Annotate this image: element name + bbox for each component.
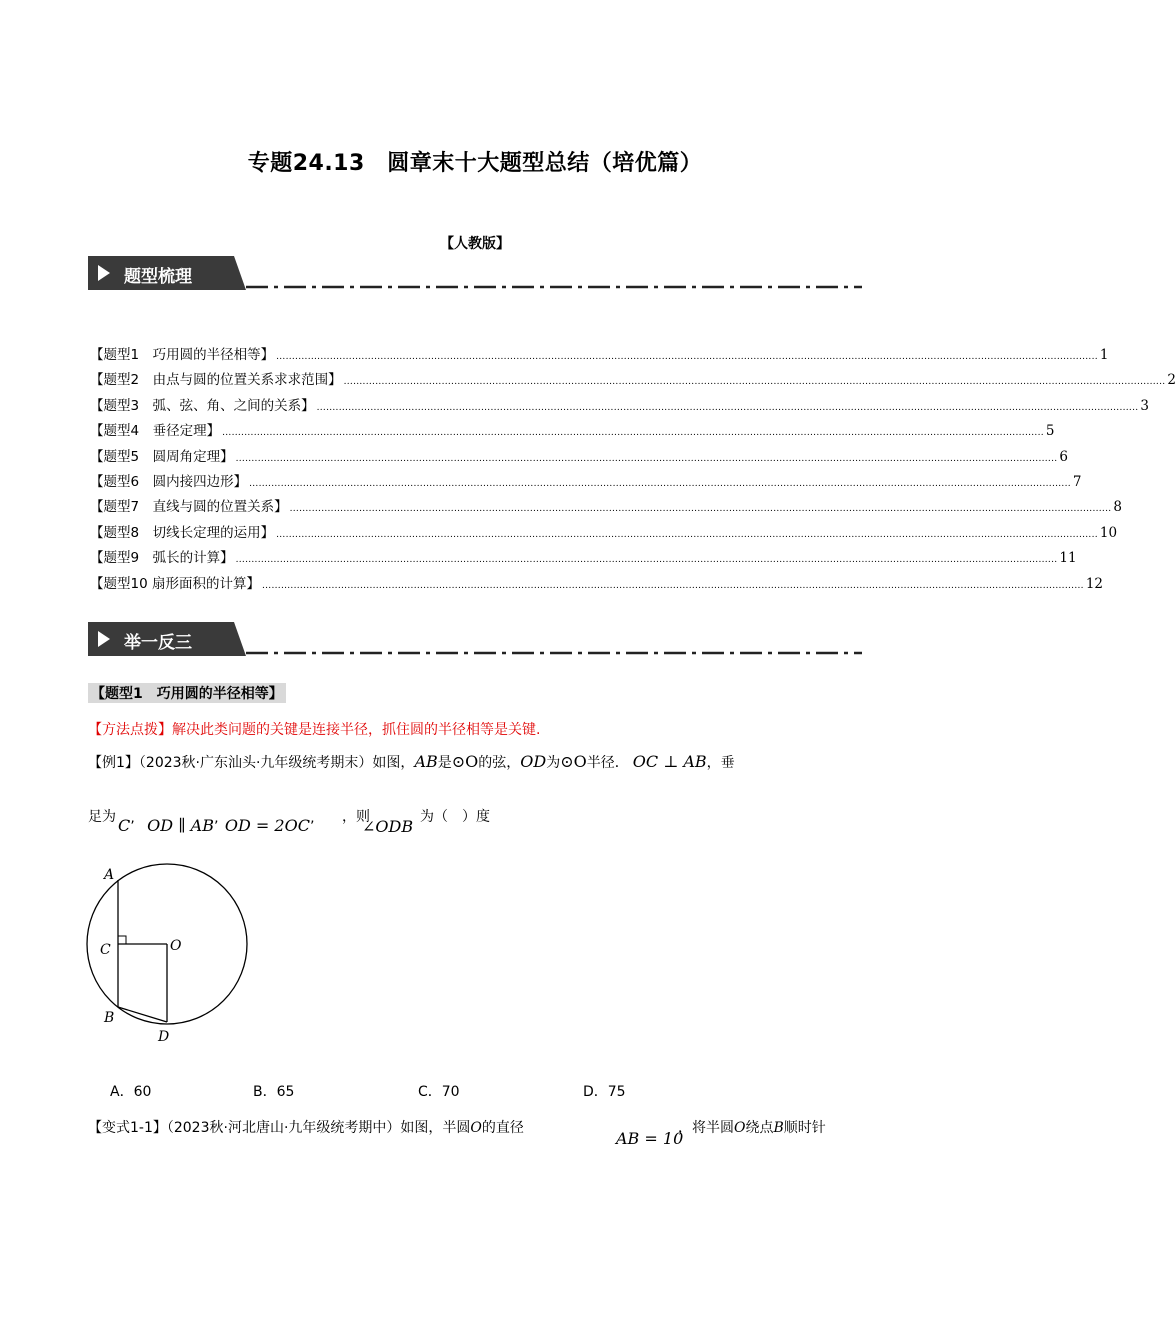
text: ，将半圆 bbox=[678, 1120, 734, 1136]
toc-item[interactable] bbox=[90, 394, 1150, 419]
toc-item-page: 6 bbox=[1059, 448, 1069, 465]
toc-item-page: 2 bbox=[1167, 372, 1176, 389]
banner-toc-divider bbox=[246, 285, 862, 289]
math-ab: AB bbox=[414, 752, 438, 771]
toc-item[interactable] bbox=[90, 419, 1055, 444]
toc-item[interactable] bbox=[90, 521, 1118, 546]
toc-leader: .................................................................................................................................................................................................................................................................... bbox=[276, 529, 1098, 540]
variant-1-1-math bbox=[616, 1129, 683, 1148]
banner-toc-label: 题型梳理 bbox=[124, 267, 192, 287]
variant-1-1-tail bbox=[678, 1117, 826, 1137]
label-o: O bbox=[170, 938, 182, 954]
text: 绕点 bbox=[745, 1120, 774, 1136]
math-ab-eq-10: AB = 10 bbox=[616, 1129, 684, 1148]
label-b: B bbox=[104, 1010, 115, 1026]
math-od-eq-2oc: OD = 2OC bbox=[224, 816, 310, 835]
text: ’ bbox=[213, 819, 219, 835]
option-b[interactable]: B．65 bbox=[253, 1084, 295, 1100]
label-d: D bbox=[158, 1029, 170, 1045]
toc-item-page: 11 bbox=[1059, 550, 1077, 567]
math-oc-perp-ab: OC ⊥ AB bbox=[632, 752, 707, 771]
toc-item-label: 【题型1 巧用圆的半径相等】 bbox=[90, 347, 275, 363]
text: 足为 bbox=[88, 809, 116, 825]
table-of-contents bbox=[90, 343, 1176, 597]
option-a[interactable]: A．60 bbox=[110, 1084, 152, 1100]
variant-1-1-prefix: 【变式1-1】（2023秋·河北唐山·九年级统考期中）如图，半圆 bbox=[88, 1120, 471, 1136]
toc-item-page: 5 bbox=[1045, 423, 1055, 440]
text: 为 bbox=[546, 755, 561, 771]
variant-1-1-line-1 bbox=[88, 1117, 524, 1137]
text: ，则 bbox=[342, 809, 370, 825]
toc-leader: .................................................................................................................................................................................................................................................................... bbox=[235, 453, 1058, 464]
example-1-angle bbox=[362, 817, 413, 836]
math-o: O bbox=[470, 1120, 482, 1136]
math-od: OD bbox=[520, 752, 547, 771]
toc-item-label: 【题型8 切线长定理的运用】 bbox=[90, 524, 275, 541]
toc-item-page: 3 bbox=[1140, 397, 1150, 414]
toc-leader: .................................................................................................................................................................................................................................................................... bbox=[261, 580, 1084, 591]
toc-item[interactable] bbox=[90, 495, 1123, 520]
toc-item[interactable] bbox=[90, 445, 1069, 470]
toc-item-label: 【题型5 圆周角定理】 bbox=[90, 448, 234, 465]
math-od-parallel-ab: OD ∥ AB bbox=[147, 816, 214, 835]
text: 的直径 bbox=[481, 1120, 524, 1136]
text: ，垂 bbox=[706, 755, 735, 771]
text: 是 bbox=[437, 755, 452, 771]
text: ’ bbox=[130, 819, 135, 835]
text: 为（ ）度 bbox=[420, 809, 490, 825]
label-c: C bbox=[100, 942, 111, 958]
edition-label: 【人教版】 bbox=[440, 236, 510, 252]
toc-item-label: 【题型3 弧、弦、角、之间的关系】 bbox=[90, 397, 315, 414]
toc-item-page: 7 bbox=[1072, 473, 1082, 490]
toc-item-label: 【题型7 直线与圆的位置关系】 bbox=[90, 499, 288, 516]
text: 半径． bbox=[586, 755, 629, 771]
toc-leader: .................................................................................................................................................................................................................................................................... bbox=[249, 478, 1071, 489]
text: 的弦， bbox=[478, 755, 521, 771]
toc-leader: .................................................................................................................................................................................................................................................................... bbox=[276, 352, 1098, 362]
toc-item[interactable] bbox=[90, 368, 1176, 393]
section-heading: 【题型1 巧用圆的半径相等】 bbox=[88, 683, 286, 703]
toc-item-page: 10 bbox=[1099, 524, 1118, 541]
example-1-line-1 bbox=[88, 752, 735, 772]
method-tip: 【方法点拨】解决此类问题的关键是连接半径，抓住圆的半径相等是关键. bbox=[88, 722, 541, 738]
right-angle-mark bbox=[118, 936, 126, 944]
page-title: 专题24.13 圆章末十大题型总结（培优篇） bbox=[247, 151, 703, 176]
example-1-prefix: 【例1】（2023秋·广东汕头·九年级统考期末）如图， bbox=[88, 755, 415, 771]
banner-practice-divider bbox=[246, 651, 862, 655]
math-circle-o: ⊙O bbox=[560, 752, 587, 771]
math-o: O bbox=[734, 1120, 746, 1136]
toc-item-label: 【题型2 由点与圆的位置关系求求范围】 bbox=[90, 372, 342, 389]
text: ’ bbox=[309, 819, 315, 835]
toc-item-page: 8 bbox=[1113, 499, 1123, 516]
toc-leader: .................................................................................................................................................................................................................................................................... bbox=[343, 377, 1166, 388]
toc-item[interactable] bbox=[90, 343, 1109, 368]
math-angle-odb: ∠ODB bbox=[362, 817, 414, 836]
toc-item-label: 【题型9 弧长的计算】 bbox=[90, 550, 234, 567]
banner-toc bbox=[88, 256, 246, 290]
toc-item-page: 12 bbox=[1085, 575, 1103, 592]
toc-item-label: 【题型6 圆内接四边形】 bbox=[90, 473, 248, 490]
toc-leader: .................................................................................................................................................................................................................................................................... bbox=[289, 504, 1112, 515]
toc-leader: .................................................................................................................................................................................................................................................................... bbox=[222, 428, 1044, 439]
toc-leader: .................................................................................................................................................................................................................................................................... bbox=[235, 555, 1058, 566]
toc-item[interactable] bbox=[90, 546, 1077, 571]
math-b: B bbox=[773, 1120, 784, 1136]
toc-item-label: 【题型10 扇形面积的计算】 bbox=[90, 575, 260, 592]
text: 顺时针 bbox=[783, 1120, 826, 1136]
example-1-line-2-math bbox=[118, 816, 314, 835]
toc-item-page: 1 bbox=[1099, 347, 1109, 363]
toc-item[interactable] bbox=[90, 572, 1103, 597]
toc-item[interactable] bbox=[90, 470, 1082, 495]
label-a: A bbox=[104, 867, 115, 883]
toc-leader: .................................................................................................................................................................................................................................................................... bbox=[316, 402, 1139, 413]
math-c: C bbox=[118, 816, 131, 835]
option-d[interactable]: D．75 bbox=[583, 1084, 626, 1100]
math-circle-o: ⊙O bbox=[451, 752, 479, 771]
geometry-figure bbox=[80, 862, 260, 1047]
example-1-tail bbox=[420, 806, 490, 826]
example-1-line-2 bbox=[88, 806, 116, 826]
banner-practice bbox=[88, 622, 246, 656]
toc-item-label: 【题型4 垂径定理】 bbox=[90, 423, 221, 440]
banner-practice-label: 举一反三 bbox=[124, 633, 192, 653]
option-c[interactable]: C．70 bbox=[418, 1084, 460, 1100]
